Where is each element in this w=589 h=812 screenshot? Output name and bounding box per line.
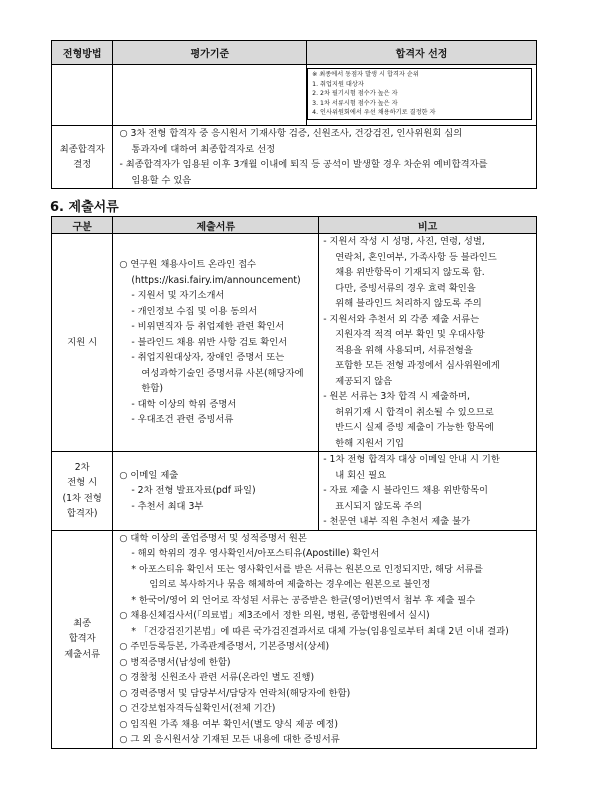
note-line: 허위기재 시 합격이 취소될 수 있으므로 [335, 406, 494, 418]
doc-line: ○ 경력증명서 및 담당부서/담당자 연락처(해당자에 한함) [119, 687, 351, 699]
doc-line: * 아포스티유 확인서 또는 영사확인서를 받은 서류는 원본으로 인정되지만, 해당 서류를 [131, 563, 483, 575]
header-category: 구분 [52, 217, 113, 234]
final-line: 임용할 수 있음 [131, 174, 192, 186]
row-label-line: 전형 시 [67, 477, 98, 489]
section-title: 6. 제출서류 [50, 200, 119, 215]
row-label-line: 2차 [74, 461, 90, 473]
note-line: 제공되지 않음 [335, 375, 393, 387]
header-criteria: 평가기준 [113, 41, 307, 65]
row-label-line: 지원 시 [67, 336, 98, 348]
header-selection: 합격자 선정 [307, 41, 537, 65]
final-line: ○ 3차 전형 합격자 중 응시원서 기재사항 검증, 신원조사, 건강검진, 인사위원회 심의 [119, 128, 463, 139]
empty-method-cell [52, 65, 113, 126]
note-line: - 자료 제출 시 블라인드 채용 위반항목이 [323, 485, 489, 496]
doc-line: ○ 그 외 응시원서상 기재된 모든 내용에 대한 증빙서류 [119, 734, 340, 745]
note-line: - 지원서 작성 시 성명, 사진, 연령, 성별, [323, 236, 485, 247]
row-label-apply [52, 234, 113, 452]
doc-line: - 취업지원대상자, 장애인 증명서 또는 [131, 352, 285, 364]
doc-line: ○ 대학 이상의 졸업증명서 및 성적증명서 원본 [119, 532, 307, 544]
doc-line: - 개인정보 수집 및 이용 동의서 [131, 305, 258, 317]
row-label-line: 제출서류 [64, 648, 101, 660]
final-line: - 최종합격자가 임용된 이후 3개월 이내에 퇴직 등 공석이 발생할 경우 차순위 예비합격자를 [119, 159, 488, 170]
header-method: 전형방법 [52, 41, 113, 65]
tiebreak-line: 2. 2차 필기시험 점수가 높은 자 [312, 90, 398, 98]
note-line: - 지원서와 추천서 외 각종 제출 서류는 [323, 313, 480, 325]
tiebreak-line: ※ 최종에서 동점자 발생 시 합격자 순위 [312, 71, 419, 78]
doc-line: - 대학 이상의 학위 증명서 [131, 398, 237, 410]
doc-line: - 2차 전형 발표자료(pdf 파일) [131, 485, 256, 496]
doc-line: ○ 이메일 제출 [119, 469, 179, 481]
row-label-line: 합격자) [66, 508, 98, 520]
evaluation-table [51, 40, 537, 189]
tiebreak-line: 4. 인사위원회에서 우선 채용하기로 결정한 자 [312, 109, 436, 117]
doc-line: 여성과학기술인 증명서류 사본(해당자에 [141, 367, 304, 379]
tiebreak-line: 3. 1차 서류시험 점수가 높은 자 [312, 99, 398, 107]
doc-line: - 해외 학위의 경우 영사확인서/아포스티유(Apostille) 확인서 [131, 548, 380, 559]
note-line: 포함한 모든 전형 과정에서 심사위원에게 [335, 360, 500, 371]
final-label-line: 최종합격자 [59, 143, 105, 155]
row-label-line: (1차 전형 [62, 492, 102, 504]
doc-line: (https://kasi.fairy.im/announcement) [131, 274, 301, 286]
note-line: 연락처, 혼인여부, 가족사항 등 블라인드 [335, 251, 497, 263]
note-line: 다만, 증빙서류의 경우 효력 확인을 [335, 282, 476, 294]
note-line: 지원자격 적격 여부 확인 및 우대사항 [335, 329, 485, 340]
doc-line: ○ 경찰청 신원조사 관련 서류(온라인 별도 진행) [119, 672, 315, 683]
note-line: - 천문연 내부 직원 추천서 제출 불가 [323, 516, 471, 527]
note-line: 적용을 위해 사용되며, 서류전형을 [335, 344, 473, 356]
doc-line: ○ 연구원 채용사이트 온라인 접수 [119, 259, 257, 271]
doc-line: ○ 임직원 가족 채용 여부 확인서(별도 양식 제공 예정) [119, 718, 338, 730]
doc-line: ○ 주민등록등본, 가족관계증명서, 기본증명서(상세) [119, 641, 330, 652]
note-line: 내 회신 필요 [335, 469, 387, 481]
note-line: - 1차 전형 합격자 대상 이메일 안내 시 기한 [323, 454, 500, 465]
row-label-final [52, 530, 113, 748]
apply-notes-cell [319, 234, 537, 452]
doc-line: * 「건강검진기본법」에 따른 국가검진결과서로 대체 가능(임용일로부터 최대 2년 이내 결과) [131, 625, 509, 637]
note-line: 표시되지 않도록 주의 [335, 500, 422, 512]
note-line: 반드시 실제 증빙 제출이 가능한 항목에 [335, 422, 494, 433]
doc-line: - 블라인드 채용 위반 사항 검토 확인서 [131, 336, 288, 348]
doc-line: - 우대조건 관련 증빙서류 [131, 414, 234, 426]
documents-table [51, 216, 537, 749]
apply-docs-cell [113, 234, 319, 452]
doc-line: ○ 건강보험자격득실확인서(전체 기간) [119, 703, 276, 714]
header-notes: 비고 [319, 217, 537, 234]
final-label-cell [52, 126, 113, 189]
tiebreak-cell [307, 65, 537, 126]
doc-line: - 추천서 최대 3부 [131, 500, 204, 512]
note-line: 한해 지원서 기입 [335, 437, 405, 449]
final-line: 통과자에 대하여 최종합격자로 선정 [131, 143, 276, 155]
empty-criteria-cell [113, 65, 307, 126]
header-documents: 제출서류 [113, 217, 319, 234]
final-docs-cell [113, 530, 537, 748]
doc-line: * 한국어/영어 외 언어로 작성된 서류는 공증받은 한글(영어)번역서 첨부 후 제출 필수 [131, 594, 476, 606]
tiebreak-box [307, 68, 532, 120]
second-notes-cell [319, 452, 537, 531]
doc-line: ○ 채용신체검사서(「의료법」제3조에서 정한 의원, 병원, 종합병원에서 실시) [119, 610, 430, 621]
doc-line: 한함) [141, 383, 163, 395]
final-label-line: 결정 [73, 159, 92, 170]
note-line: 위해 블라인드 처리하지 않도록 주의 [335, 298, 482, 309]
row-label-second [52, 452, 113, 531]
doc-line: - 지원서 및 자기소개서 [131, 290, 225, 302]
row-label-line: 최종 [73, 617, 92, 629]
note-line: 채용 위반항목이 기재되지 않도록 함. [335, 267, 485, 278]
doc-line: - 비위면직자 등 취업제한 관련 확인서 [131, 321, 285, 333]
final-content-cell [113, 126, 537, 189]
doc-line: 임의로 복사하거나 묶음 해체하여 제출하는 경우에는 원본으로 불인정 [149, 579, 431, 590]
row-label-line: 합격자 [68, 633, 96, 645]
note-line: - 원본 서류는 3차 합격 시 제출하며, [323, 391, 470, 402]
second-docs-cell [113, 452, 319, 531]
doc-line: ○ 병적증명서(남성에 한함) [119, 656, 231, 668]
tiebreak-line: 1. 취업지원 대상자 [312, 80, 364, 88]
